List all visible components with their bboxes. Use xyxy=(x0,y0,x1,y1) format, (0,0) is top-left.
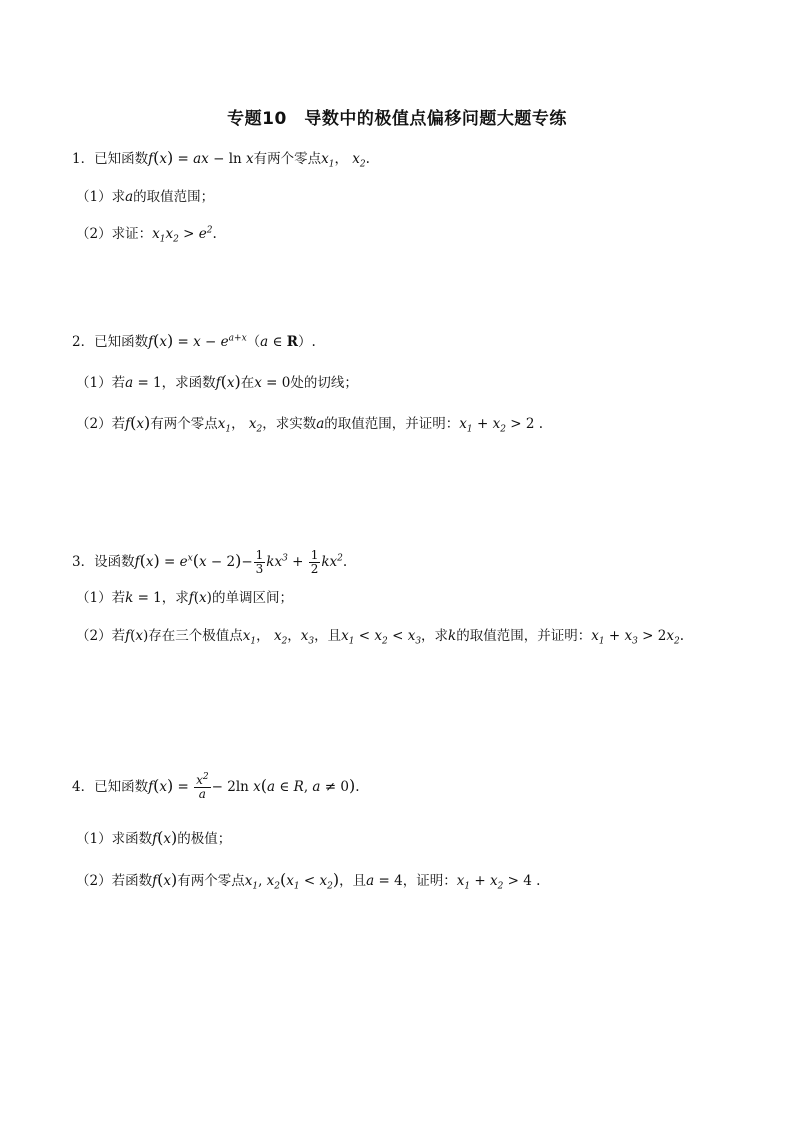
problem-2-part-2: （2）若f(x)有两个零点$x_1$， $x_2$，求实数a的取值范围，并证明：$x_1 + x_2 > 2$ . xyxy=(76,413,543,435)
problem-1-after: 有两个零点 xyxy=(253,151,322,167)
problem-1-lead: 1．已知函数 xyxy=(72,151,149,167)
problem-3-part-1: （1）若k = 1，求f(x)的单调区间； xyxy=(76,590,293,606)
problem-4-part-1: （1）求函数f(x)的极值； xyxy=(76,828,232,847)
problem-1-part-1: （1）求a的取值范围； xyxy=(76,189,215,205)
problem-4-statement: 4．已知函数f(x) = $\frac{x^2}{a}$ − 2ln x(a ∈ R, a ≠ 0). xyxy=(72,772,360,801)
problem-4-part-2: （2）若函数f(x)有两个零点$x_1$, $x_2(x_1 < x_2)$，且a = 4，证明：$x_1 + x_2 > 4$ . xyxy=(76,870,541,892)
problem-1-part-2: （2）求证：$x_1x_2 > e^2$. xyxy=(76,225,217,245)
problem-3-statement: 3．设函数$f(x) = e^x(x - 2)-$ $\frac{1}{3}$ $kx^3$ + $\frac{1}{2}$ $kx^2$. xyxy=(72,548,348,576)
problem-1-vars: $x_1$， $x_2$. xyxy=(321,151,370,170)
problem-1-function: f(x) = ax − ln x xyxy=(148,148,254,167)
problem-2-statement: 2．已知函数$f(x) = x - e^{a+x}(a$ ∈ R）. xyxy=(72,331,316,350)
problem-2-part-1: （1）若a = 1，求函数f(x)在x = 0处的切线； xyxy=(76,372,358,391)
page-title: 专题10 导数中的极值点偏移问题大题专练 xyxy=(227,109,567,129)
problem-1-statement xyxy=(72,148,370,169)
problem-3-part-2: （2）若f(x)存在三个极值点$x_1$， $x_2$，$x_3$，且$x_1 < x_2 < x_3$，求k的取值范围，并证明：$x_1 + x_3 > 2x_2$. xyxy=(76,628,684,647)
